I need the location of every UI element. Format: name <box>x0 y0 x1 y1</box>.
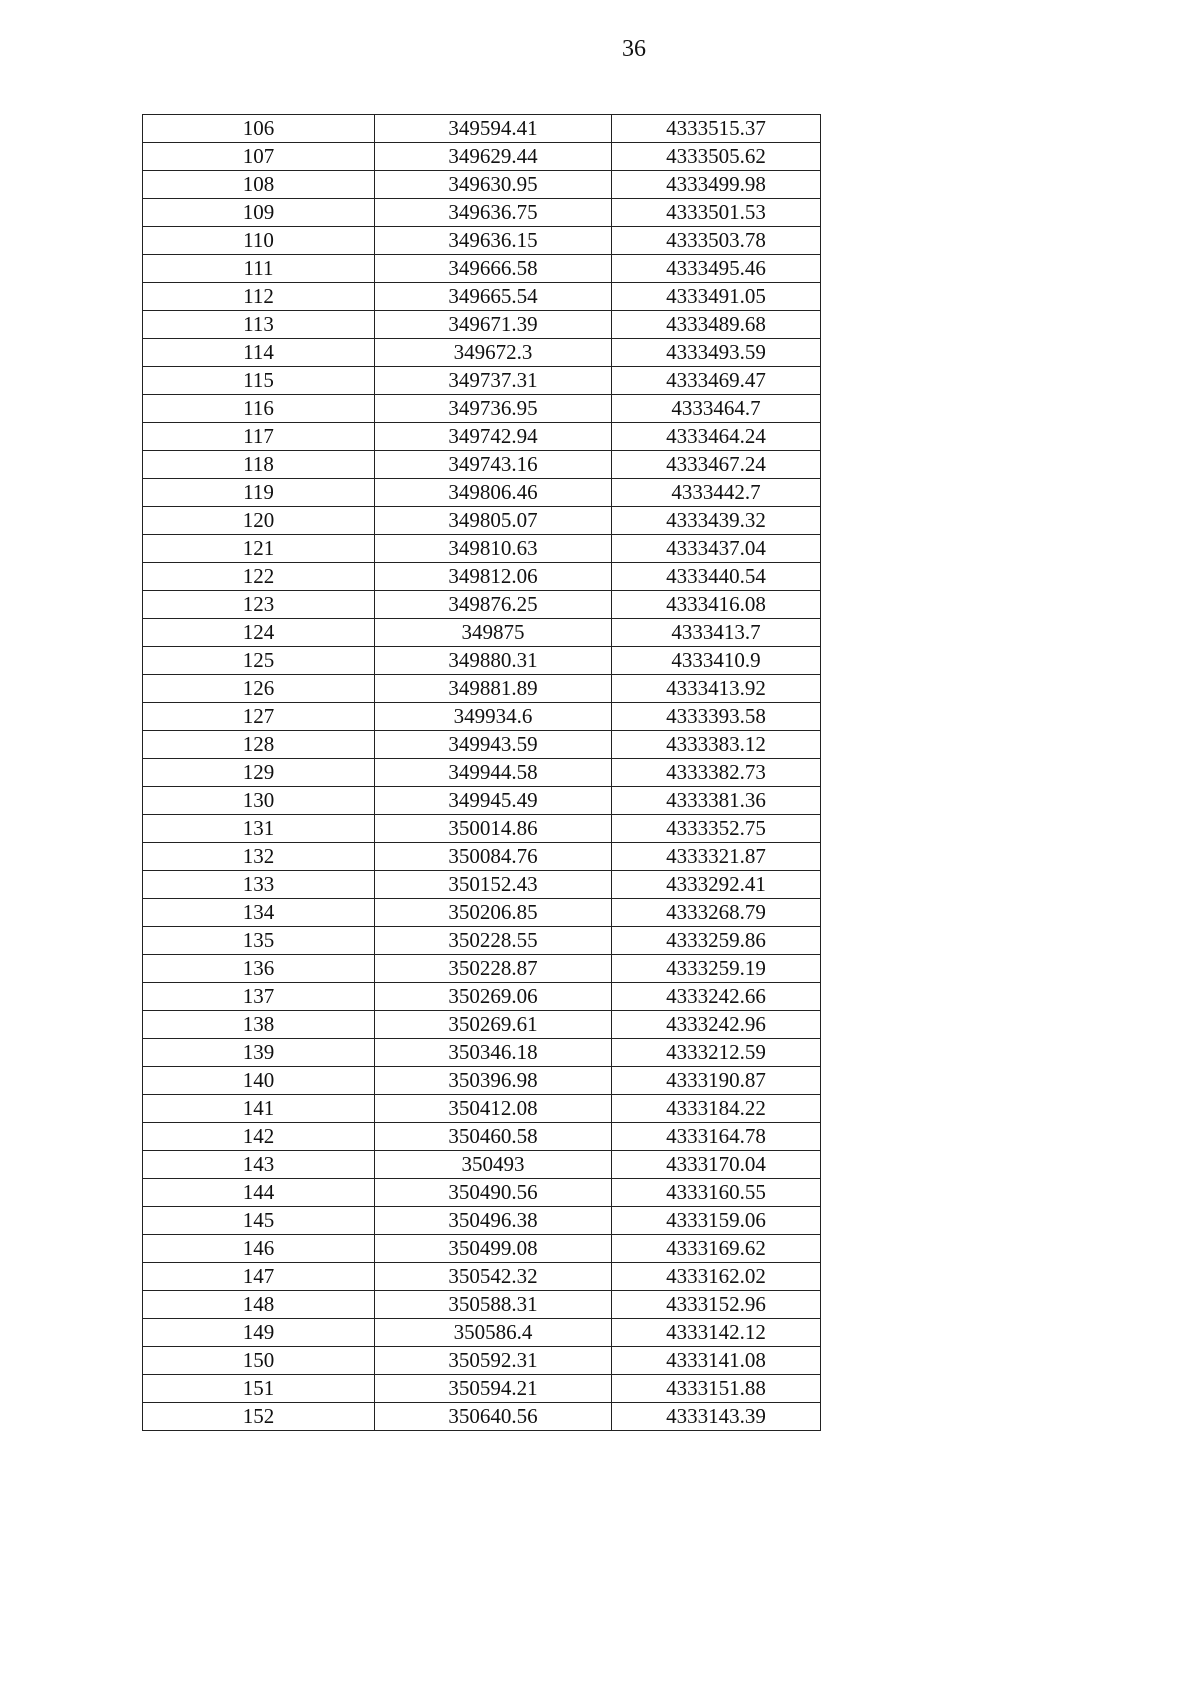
y-coordinate-cell: 4333321.87 <box>612 843 821 871</box>
x-coordinate-cell: 350152.43 <box>375 871 612 899</box>
point-number-cell: 152 <box>143 1403 375 1431</box>
point-number-cell: 151 <box>143 1375 375 1403</box>
table-row <box>143 143 821 171</box>
y-coordinate-cell: 4333152.96 <box>612 1291 821 1319</box>
x-coordinate-cell: 350014.86 <box>375 815 612 843</box>
point-number-cell: 141 <box>143 1095 375 1123</box>
x-coordinate-cell: 349934.6 <box>375 703 612 731</box>
x-coordinate-cell: 349880.31 <box>375 647 612 675</box>
point-number-cell: 144 <box>143 1179 375 1207</box>
table-row <box>143 871 821 899</box>
x-coordinate-cell: 349742.94 <box>375 423 612 451</box>
point-number-cell: 109 <box>143 199 375 227</box>
table-row <box>143 311 821 339</box>
table-row <box>143 1375 821 1403</box>
x-coordinate-cell: 350228.55 <box>375 927 612 955</box>
table-row <box>143 1403 821 1431</box>
y-coordinate-cell: 4333162.02 <box>612 1263 821 1291</box>
point-number-cell: 119 <box>143 479 375 507</box>
y-coordinate-cell: 4333242.66 <box>612 983 821 1011</box>
point-number-cell: 117 <box>143 423 375 451</box>
y-coordinate-cell: 4333410.9 <box>612 647 821 675</box>
x-coordinate-cell: 350269.06 <box>375 983 612 1011</box>
x-coordinate-cell: 350346.18 <box>375 1039 612 1067</box>
y-coordinate-cell: 4333505.62 <box>612 143 821 171</box>
coordinates-table <box>142 114 821 1431</box>
y-coordinate-cell: 4333382.73 <box>612 759 821 787</box>
table-row <box>143 255 821 283</box>
point-number-cell: 135 <box>143 927 375 955</box>
point-number-cell: 126 <box>143 675 375 703</box>
y-coordinate-cell: 4333160.55 <box>612 1179 821 1207</box>
y-coordinate-cell: 4333439.32 <box>612 507 821 535</box>
x-coordinate-cell: 350594.21 <box>375 1375 612 1403</box>
point-number-cell: 148 <box>143 1291 375 1319</box>
table-row <box>143 395 821 423</box>
x-coordinate-cell: 349672.3 <box>375 339 612 367</box>
x-coordinate-cell: 349875 <box>375 619 612 647</box>
table-row <box>143 591 821 619</box>
table-row <box>143 1039 821 1067</box>
y-coordinate-cell: 4333493.59 <box>612 339 821 367</box>
y-coordinate-cell: 4333489.68 <box>612 311 821 339</box>
x-coordinate-cell: 349805.07 <box>375 507 612 535</box>
x-coordinate-cell: 350493 <box>375 1151 612 1179</box>
y-coordinate-cell: 4333495.46 <box>612 255 821 283</box>
table-row <box>143 1151 821 1179</box>
point-number-cell: 138 <box>143 1011 375 1039</box>
x-coordinate-cell: 349945.49 <box>375 787 612 815</box>
y-coordinate-cell: 4333143.39 <box>612 1403 821 1431</box>
point-number-cell: 121 <box>143 535 375 563</box>
y-coordinate-cell: 4333503.78 <box>612 227 821 255</box>
table-row <box>143 1263 821 1291</box>
table-row <box>143 115 821 143</box>
y-coordinate-cell: 4333464.24 <box>612 423 821 451</box>
table-row <box>143 1207 821 1235</box>
y-coordinate-cell: 4333499.98 <box>612 171 821 199</box>
table-row <box>143 815 821 843</box>
point-number-cell: 125 <box>143 647 375 675</box>
y-coordinate-cell: 4333151.88 <box>612 1375 821 1403</box>
y-coordinate-cell: 4333141.08 <box>612 1347 821 1375</box>
table-row <box>143 927 821 955</box>
point-number-cell: 133 <box>143 871 375 899</box>
y-coordinate-cell: 4333381.36 <box>612 787 821 815</box>
table-row <box>143 619 821 647</box>
table-row <box>143 1291 821 1319</box>
x-coordinate-cell: 349630.95 <box>375 171 612 199</box>
table-row <box>143 843 821 871</box>
point-number-cell: 116 <box>143 395 375 423</box>
point-number-cell: 132 <box>143 843 375 871</box>
point-number-cell: 112 <box>143 283 375 311</box>
y-coordinate-cell: 4333442.7 <box>612 479 821 507</box>
point-number-cell: 143 <box>143 1151 375 1179</box>
x-coordinate-cell: 350496.38 <box>375 1207 612 1235</box>
point-number-cell: 113 <box>143 311 375 339</box>
point-number-cell: 139 <box>143 1039 375 1067</box>
x-coordinate-cell: 350640.56 <box>375 1403 612 1431</box>
x-coordinate-cell: 349665.54 <box>375 283 612 311</box>
point-number-cell: 115 <box>143 367 375 395</box>
x-coordinate-cell: 349881.89 <box>375 675 612 703</box>
point-number-cell: 147 <box>143 1263 375 1291</box>
y-coordinate-cell: 4333393.58 <box>612 703 821 731</box>
y-coordinate-cell: 4333501.53 <box>612 199 821 227</box>
table-row <box>143 451 821 479</box>
point-number-cell: 128 <box>143 731 375 759</box>
point-number-cell: 122 <box>143 563 375 591</box>
table-row <box>143 955 821 983</box>
table-row <box>143 647 821 675</box>
table-row <box>143 787 821 815</box>
y-coordinate-cell: 4333259.19 <box>612 955 821 983</box>
point-number-cell: 114 <box>143 339 375 367</box>
table-row <box>143 1179 821 1207</box>
x-coordinate-cell: 350499.08 <box>375 1235 612 1263</box>
point-number-cell: 106 <box>143 115 375 143</box>
x-coordinate-cell: 350228.87 <box>375 955 612 983</box>
point-number-cell: 134 <box>143 899 375 927</box>
table-row <box>143 1011 821 1039</box>
y-coordinate-cell: 4333440.54 <box>612 563 821 591</box>
y-coordinate-cell: 4333184.22 <box>612 1095 821 1123</box>
x-coordinate-cell: 349671.39 <box>375 311 612 339</box>
y-coordinate-cell: 4333416.08 <box>612 591 821 619</box>
table-row <box>143 983 821 1011</box>
page-number: 36 <box>622 36 646 62</box>
x-coordinate-cell: 350460.58 <box>375 1123 612 1151</box>
point-number-cell: 142 <box>143 1123 375 1151</box>
table-row <box>143 899 821 927</box>
x-coordinate-cell: 349876.25 <box>375 591 612 619</box>
x-coordinate-cell: 349737.31 <box>375 367 612 395</box>
y-coordinate-cell: 4333242.96 <box>612 1011 821 1039</box>
point-number-cell: 136 <box>143 955 375 983</box>
y-coordinate-cell: 4333413.92 <box>612 675 821 703</box>
y-coordinate-cell: 4333268.79 <box>612 899 821 927</box>
x-coordinate-cell: 349636.15 <box>375 227 612 255</box>
x-coordinate-cell: 349810.63 <box>375 535 612 563</box>
table-row <box>143 1347 821 1375</box>
y-coordinate-cell: 4333515.37 <box>612 115 821 143</box>
y-coordinate-cell: 4333491.05 <box>612 283 821 311</box>
y-coordinate-cell: 4333169.62 <box>612 1235 821 1263</box>
x-coordinate-cell: 349636.75 <box>375 199 612 227</box>
table-row <box>143 1235 821 1263</box>
point-number-cell: 145 <box>143 1207 375 1235</box>
y-coordinate-cell: 4333383.12 <box>612 731 821 759</box>
point-number-cell: 124 <box>143 619 375 647</box>
x-coordinate-cell: 350084.76 <box>375 843 612 871</box>
y-coordinate-cell: 4333159.06 <box>612 1207 821 1235</box>
x-coordinate-cell: 350206.85 <box>375 899 612 927</box>
y-coordinate-cell: 4333259.86 <box>612 927 821 955</box>
x-coordinate-cell: 349594.41 <box>375 115 612 143</box>
y-coordinate-cell: 4333464.7 <box>612 395 821 423</box>
table-row <box>143 339 821 367</box>
table-row <box>143 367 821 395</box>
table-row <box>143 731 821 759</box>
table-row <box>143 535 821 563</box>
point-number-cell: 110 <box>143 227 375 255</box>
x-coordinate-cell: 349812.06 <box>375 563 612 591</box>
y-coordinate-cell: 4333164.78 <box>612 1123 821 1151</box>
y-coordinate-cell: 4333212.59 <box>612 1039 821 1067</box>
coordinates-table-body <box>143 115 821 1431</box>
point-number-cell: 150 <box>143 1347 375 1375</box>
y-coordinate-cell: 4333413.7 <box>612 619 821 647</box>
point-number-cell: 137 <box>143 983 375 1011</box>
point-number-cell: 131 <box>143 815 375 843</box>
point-number-cell: 123 <box>143 591 375 619</box>
table-row <box>143 507 821 535</box>
table-row <box>143 1095 821 1123</box>
y-coordinate-cell: 4333437.04 <box>612 535 821 563</box>
table-row <box>143 283 821 311</box>
y-coordinate-cell: 4333352.75 <box>612 815 821 843</box>
x-coordinate-cell: 349736.95 <box>375 395 612 423</box>
table-row <box>143 675 821 703</box>
point-number-cell: 127 <box>143 703 375 731</box>
table-row <box>143 1123 821 1151</box>
x-coordinate-cell: 349943.59 <box>375 731 612 759</box>
table-row <box>143 171 821 199</box>
table-row <box>143 563 821 591</box>
y-coordinate-cell: 4333292.41 <box>612 871 821 899</box>
point-number-cell: 140 <box>143 1067 375 1095</box>
point-number-cell: 120 <box>143 507 375 535</box>
table-row <box>143 199 821 227</box>
table-row <box>143 759 821 787</box>
point-number-cell: 118 <box>143 451 375 479</box>
x-coordinate-cell: 349944.58 <box>375 759 612 787</box>
x-coordinate-cell: 350542.32 <box>375 1263 612 1291</box>
table-row <box>143 1067 821 1095</box>
x-coordinate-cell: 349743.16 <box>375 451 612 479</box>
y-coordinate-cell: 4333142.12 <box>612 1319 821 1347</box>
x-coordinate-cell: 350269.61 <box>375 1011 612 1039</box>
x-coordinate-cell: 350586.4 <box>375 1319 612 1347</box>
table-row <box>143 423 821 451</box>
point-number-cell: 129 <box>143 759 375 787</box>
y-coordinate-cell: 4333469.47 <box>612 367 821 395</box>
x-coordinate-cell: 350592.31 <box>375 1347 612 1375</box>
point-number-cell: 149 <box>143 1319 375 1347</box>
point-number-cell: 146 <box>143 1235 375 1263</box>
point-number-cell: 111 <box>143 255 375 283</box>
x-coordinate-cell: 350588.31 <box>375 1291 612 1319</box>
y-coordinate-cell: 4333170.04 <box>612 1151 821 1179</box>
y-coordinate-cell: 4333190.87 <box>612 1067 821 1095</box>
x-coordinate-cell: 349806.46 <box>375 479 612 507</box>
point-number-cell: 107 <box>143 143 375 171</box>
point-number-cell: 108 <box>143 171 375 199</box>
table-row <box>143 1319 821 1347</box>
table-row <box>143 479 821 507</box>
point-number-cell: 130 <box>143 787 375 815</box>
x-coordinate-cell: 349629.44 <box>375 143 612 171</box>
x-coordinate-cell: 350412.08 <box>375 1095 612 1123</box>
x-coordinate-cell: 349666.58 <box>375 255 612 283</box>
y-coordinate-cell: 4333467.24 <box>612 451 821 479</box>
table-row <box>143 703 821 731</box>
x-coordinate-cell: 350396.98 <box>375 1067 612 1095</box>
table-row <box>143 227 821 255</box>
x-coordinate-cell: 350490.56 <box>375 1179 612 1207</box>
